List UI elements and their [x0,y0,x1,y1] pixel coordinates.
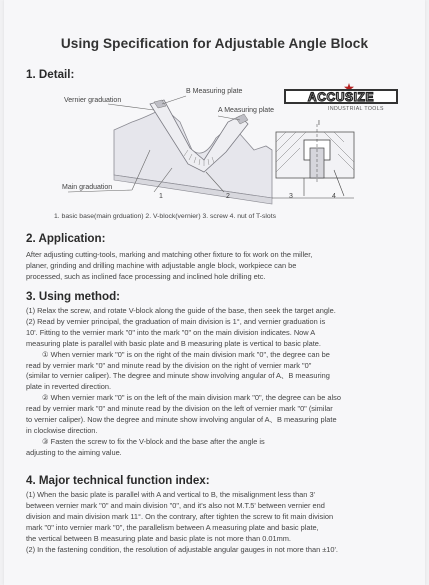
method-item-line: adjusting to the aiming value. [26,447,122,457]
method-text [26,306,408,459]
label-part-1: 1 [159,193,163,200]
page-title: Using Specification for Adjustable Angle Block [60,36,369,51]
section-detail-heading: 1. Detail: [26,68,75,81]
application-line: processed, such as inclined face processing and inclined hole drilling etc. [26,271,266,281]
method-item-line: ③ Fasten the screw to fix the V-block and the base after the angle is [42,436,265,446]
method-item-line: to vernier caliper). Now the degree and minute show involving angular of A、B measuring plate [26,415,337,425]
technical-line: between vernier mark "0" and main division "0", and it's also not M.T.5' between vernier end [26,500,325,510]
technical-line: (1) When the basic plate is parallel with A and vertical to B, the misalignment less than 3' [26,490,315,499]
method-item-line: read by vernier mark "0" and minute read by the division on the right of vernier mark "0" [26,360,312,370]
section-application-heading: 2. Application: [26,232,106,245]
label-part-3: 3 [289,193,293,200]
label-main-graduation: Main graduation [62,184,113,191]
method-line: measuring plate is parallel with basic plate and B measuring plate is vertical to basic plate. [26,338,321,348]
method-item-line: read by vernier mark "0" and minute read by the division on the left of vernier mark "0" (similar [26,404,333,414]
technical-line: (2) In the fastening condition, the resolution of adjustable angular gauges in not more than ±10'. [26,544,338,554]
label-a-measuring-plate: A Measuring plate [218,107,275,114]
diagram-caption: 1. basic base(main grduation) 2. V-block(vernier) 3. screw 4. nut of T-slots [54,213,277,220]
technical-line: division and main division mark 11°. On the contrary, after tighten the screw to fit main division [26,511,334,521]
method-item-line: (similar to vernier caliper). The degree and minute show involving angular of A、B measuring [26,371,330,381]
application-line: planer, grinding and drilling machine with adjustable angle block, workpiece can be [26,260,297,270]
technical-line: mark "0" into vernier mark "0", the parallelism between A measuring plate and basic plate, [26,522,319,532]
label-part-4: 4 [332,193,336,200]
method-line: 10'. Fitting to the vernier mark "0" into the mark "0" on the main division indicates. Now A [26,327,316,337]
application-line: After adjusting cutting-tools, marking and matching other fixture to fix work on the miller, [26,250,313,259]
technical-line: the vertical between B measuring plate and basic plate is not more than 0.01mm. [26,533,291,543]
method-item-line: plate in reverted direction. [26,382,112,392]
label-section-one: I [318,120,320,127]
label-b-measuring-plate: B Measuring plate [186,88,243,95]
technical-text [26,490,408,555]
brand-tagline: INDUSTRIAL TOOLS [328,106,384,112]
section-technical-heading: 4. Major technical function index: [26,474,210,487]
method-item-line: ① When vernier mark "0" is on the right of the main division mark "0", the degree can be [42,349,330,359]
method-line: (1) Relax the screw, and rotate V-block along the guide of the base, then seek the target angle. [26,306,336,315]
method-line: (2) Read by vernier principal, the graduation of main division is 1°, and vernier graduation is [26,316,326,326]
method-item-line: ② When vernier mark "0" is on the left of the main division mark "0", the degree can be also [42,393,341,403]
section-method-heading: 3. Using method: [26,290,121,303]
label-vernier-graduation: Vernier graduation [64,97,122,104]
method-item-line: in clockwise direction. [26,425,98,435]
label-part-2: 2 [226,193,230,200]
angle-block-diagram [4,0,425,215]
brand-logo-text: ACCUSIZE [307,90,375,104]
document-page [4,0,425,585]
application-text [26,250,408,283]
